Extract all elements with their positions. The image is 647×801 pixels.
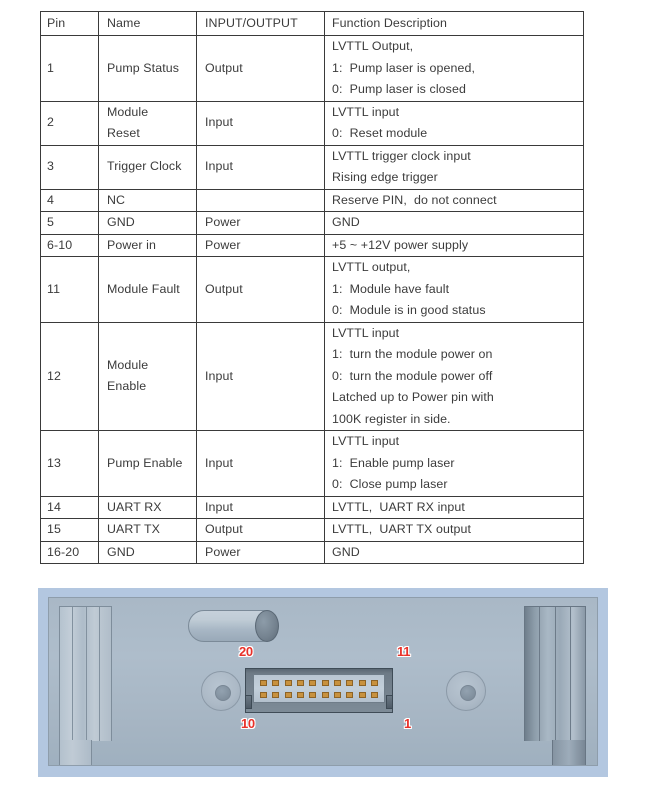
cell-description-line: LVTTL input bbox=[332, 104, 400, 119]
cell-name-line: UART RX bbox=[107, 499, 162, 514]
cell-pin: 15 bbox=[41, 519, 99, 542]
cell-name-line: Pump Status bbox=[107, 60, 180, 75]
connector-pin-row-bottom bbox=[260, 692, 378, 698]
table-row bbox=[41, 212, 584, 235]
cell-pin: 3 bbox=[41, 145, 99, 189]
cell-description-line: GND bbox=[332, 544, 360, 559]
cell-name-line: UART TX bbox=[107, 522, 161, 536]
cell-pin: 11 bbox=[41, 257, 99, 323]
table-row bbox=[41, 322, 584, 431]
cell-description-line: LVTTL, UART RX input bbox=[332, 499, 465, 514]
cell-name bbox=[99, 519, 197, 542]
cell-description-line: 0: Pump laser is closed bbox=[332, 82, 466, 96]
cell-description-line: LVTTL input bbox=[332, 325, 400, 340]
cell-function-description bbox=[325, 496, 584, 519]
cell-io: Input bbox=[197, 496, 325, 519]
connector-pin bbox=[334, 692, 341, 698]
cell-io: Output bbox=[197, 36, 325, 102]
table-row bbox=[41, 36, 584, 102]
connector-pin bbox=[260, 680, 267, 686]
screw-hole-right bbox=[446, 671, 486, 711]
cell-name bbox=[99, 431, 197, 497]
cell-function-description bbox=[325, 36, 584, 102]
cell-description-line: 1: Pump laser is opened, bbox=[332, 60, 476, 75]
cell-io: Power bbox=[197, 212, 325, 235]
cell-name-line: GND bbox=[107, 544, 135, 559]
column-header-function: Function Description bbox=[325, 12, 584, 36]
cell-description-line: 100K register in side. bbox=[332, 411, 451, 426]
cell-name-line: Module bbox=[107, 357, 149, 372]
cell-name-line: NC bbox=[107, 192, 126, 207]
cell-pin: 1 bbox=[41, 36, 99, 102]
cell-description-line: 0: Close pump laser bbox=[332, 477, 448, 491]
module-rear-panel-figure bbox=[38, 588, 608, 777]
cell-description-line: Rising edge trigger bbox=[332, 170, 438, 184]
connector-pin bbox=[346, 680, 353, 686]
connector-pin bbox=[371, 680, 378, 686]
cell-description-line: LVTTL output, bbox=[332, 260, 411, 274]
cell-name-line: Enable bbox=[107, 379, 147, 394]
table-row bbox=[41, 431, 584, 497]
cell-function-description bbox=[325, 541, 584, 564]
cell-pin: 4 bbox=[41, 189, 99, 212]
cell-function-description bbox=[325, 322, 584, 431]
right-heatsink-fins bbox=[524, 606, 586, 741]
cell-function-description bbox=[325, 189, 584, 212]
cell-description-line: Latched up to Power pin with bbox=[332, 390, 494, 404]
cell-pin: 2 bbox=[41, 101, 99, 145]
pin-callout-1: 1 bbox=[404, 716, 411, 731]
pin-definition-table-container bbox=[40, 11, 583, 564]
cell-io: Input bbox=[197, 101, 325, 145]
cell-io: Input bbox=[197, 322, 325, 431]
cell-function-description bbox=[325, 257, 584, 323]
connector-pin bbox=[272, 680, 279, 686]
cell-io: Output bbox=[197, 257, 325, 323]
column-header-name: Name bbox=[99, 12, 197, 36]
connector-pin bbox=[297, 680, 304, 686]
connector-pin bbox=[260, 692, 267, 698]
connector-pin bbox=[309, 692, 316, 698]
cell-description-line: +5 ~ +12V power supply bbox=[332, 237, 469, 252]
cell-name-line: Module Fault bbox=[107, 281, 180, 296]
cell-description-line: Reserve PIN, do not connect bbox=[332, 192, 497, 207]
cell-name-line: Module bbox=[107, 104, 149, 119]
cell-name-line: GND bbox=[107, 215, 135, 229]
connector-shroud-interior bbox=[253, 674, 385, 703]
cell-io: Output bbox=[197, 519, 325, 542]
cell-description-line: 0: turn the module power off bbox=[332, 368, 493, 383]
left-mounting-foot bbox=[59, 740, 92, 766]
cell-name bbox=[99, 145, 197, 189]
connector-pin bbox=[297, 692, 304, 698]
cell-name-line: Power in bbox=[107, 237, 157, 252]
left-heatsink-fins bbox=[59, 606, 112, 741]
connector-notch-left bbox=[245, 695, 252, 709]
table-row bbox=[41, 101, 584, 145]
table-row bbox=[41, 145, 584, 189]
cell-io: Input bbox=[197, 431, 325, 497]
cell-function-description bbox=[325, 101, 584, 145]
right-mounting-foot bbox=[552, 740, 586, 766]
connector-pin bbox=[334, 680, 341, 686]
cell-pin: 5 bbox=[41, 212, 99, 235]
cell-pin: 6-10 bbox=[41, 234, 99, 257]
cell-description-line: 1: turn the module power on bbox=[332, 347, 493, 361]
table-header-row bbox=[41, 12, 584, 36]
cell-description-line: 1: Module have fault bbox=[332, 281, 450, 296]
cell-name bbox=[99, 257, 197, 323]
cell-description-line: LVTTL, UART TX output bbox=[332, 522, 472, 536]
cell-name bbox=[99, 36, 197, 102]
cell-name bbox=[99, 212, 197, 235]
cell-name bbox=[99, 234, 197, 257]
pin-callout-11: 11 bbox=[397, 644, 411, 659]
cell-io: Power bbox=[197, 541, 325, 564]
connector-pin bbox=[371, 692, 378, 698]
cell-function-description bbox=[325, 431, 584, 497]
pin-callout-20: 20 bbox=[239, 644, 253, 659]
cell-io bbox=[197, 189, 325, 212]
cell-name bbox=[99, 541, 197, 564]
cell-name-line: Reset bbox=[107, 126, 140, 140]
column-header-pin: Pin bbox=[41, 12, 99, 36]
cell-io: Input bbox=[197, 145, 325, 189]
table-row bbox=[41, 234, 584, 257]
connector-pin bbox=[322, 692, 329, 698]
cell-function-description bbox=[325, 519, 584, 542]
connector-pin bbox=[309, 680, 316, 686]
cell-name-line: Trigger Clock bbox=[107, 159, 182, 174]
cell-description-line: GND bbox=[332, 215, 360, 229]
cell-description-line: LVTTL trigger clock input bbox=[332, 148, 471, 163]
table-row bbox=[41, 189, 584, 212]
pin-definition-table bbox=[40, 11, 584, 564]
pin-callout-10: 10 bbox=[241, 716, 255, 731]
table-row bbox=[41, 519, 584, 542]
connector-pin bbox=[272, 692, 279, 698]
connector-notch-right bbox=[386, 695, 393, 709]
fiber-output-tube-end-cap bbox=[255, 610, 279, 642]
table-row bbox=[41, 257, 584, 323]
connector-pin bbox=[359, 680, 366, 686]
cell-pin: 16-20 bbox=[41, 541, 99, 564]
cell-function-description bbox=[325, 234, 584, 257]
table-row bbox=[41, 541, 584, 564]
cell-pin: 14 bbox=[41, 496, 99, 519]
cell-description-line: 0: Reset module bbox=[332, 126, 428, 140]
cell-description-line: LVTTL Output, bbox=[332, 39, 414, 53]
cell-description-line: 0: Module is in good status bbox=[332, 303, 486, 317]
table-row bbox=[41, 496, 584, 519]
cell-function-description bbox=[325, 145, 584, 189]
cell-io: Power bbox=[197, 234, 325, 257]
connector-pin bbox=[285, 680, 292, 686]
cell-name bbox=[99, 496, 197, 519]
cell-pin: 13 bbox=[41, 431, 99, 497]
cell-name bbox=[99, 101, 197, 145]
cell-description-line: 1: Enable pump laser bbox=[332, 455, 455, 470]
column-header-io: INPUT/OUTPUT bbox=[197, 12, 325, 36]
cell-description-line: LVTTL input bbox=[332, 434, 400, 448]
connector-pin-row-top bbox=[260, 680, 378, 686]
connector-pin bbox=[359, 692, 366, 698]
cell-pin: 12 bbox=[41, 322, 99, 431]
cell-name bbox=[99, 189, 197, 212]
cell-name-line: Pump Enable bbox=[107, 455, 183, 470]
idc-20-pin-connector bbox=[245, 668, 393, 713]
connector-pin bbox=[346, 692, 353, 698]
connector-pin bbox=[322, 680, 329, 686]
module-chassis bbox=[48, 597, 598, 766]
cell-function-description bbox=[325, 212, 584, 235]
connector-pin bbox=[285, 692, 292, 698]
cell-name bbox=[99, 322, 197, 431]
screw-hole-left bbox=[201, 671, 241, 711]
